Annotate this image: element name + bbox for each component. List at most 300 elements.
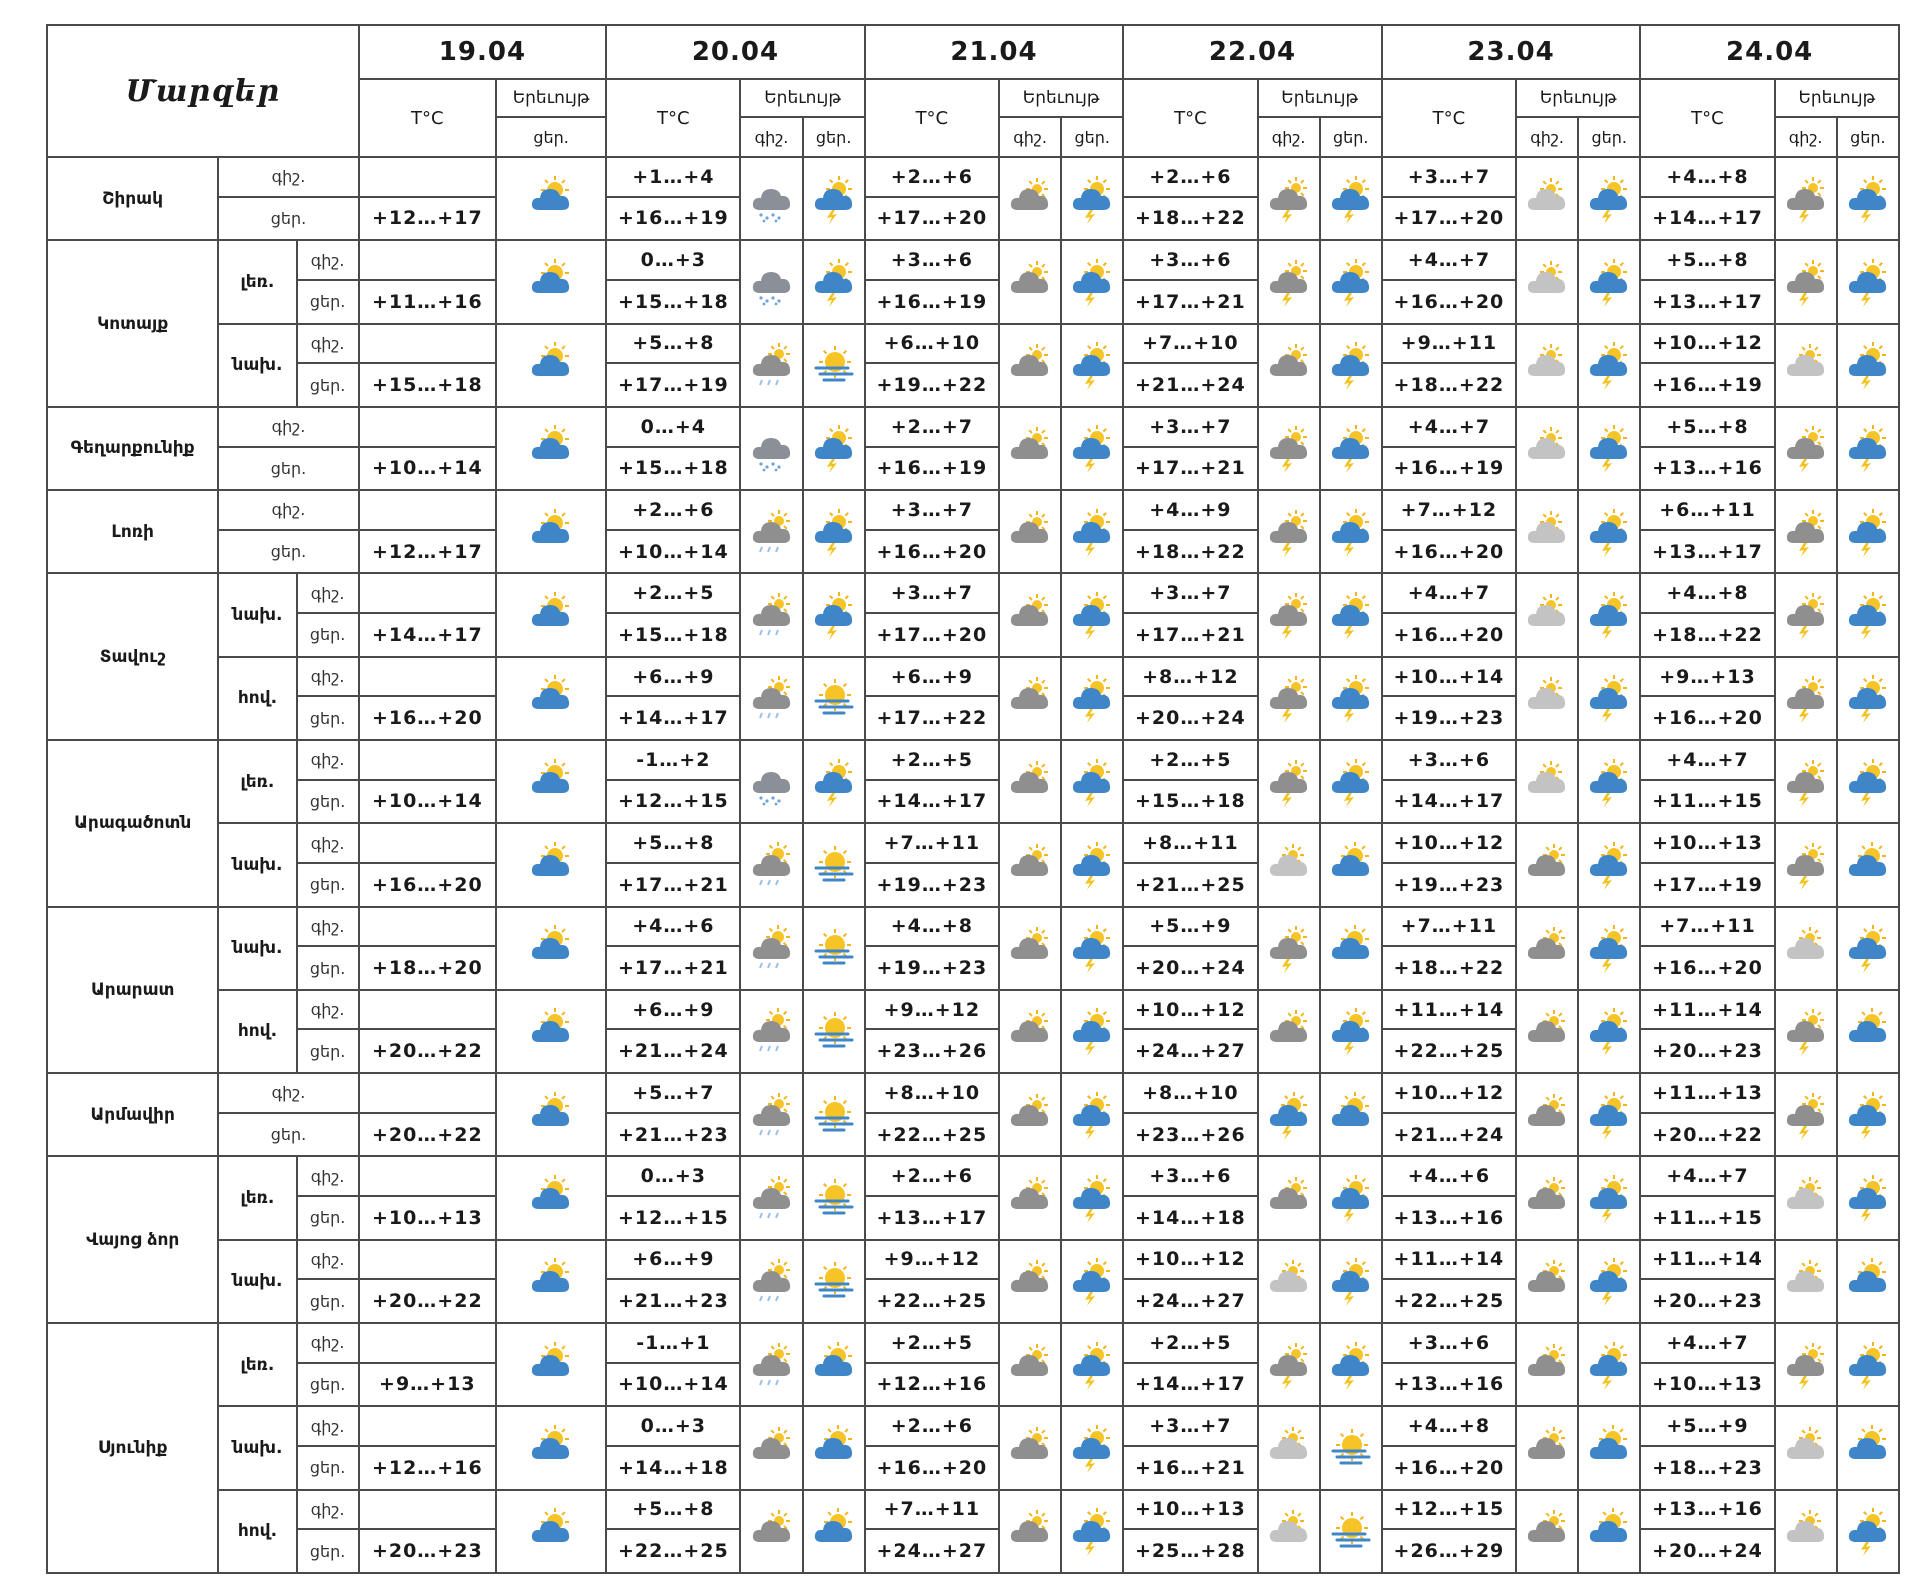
night-weather-cell (1258, 1490, 1320, 1574)
temp-cell: +4…+8 (1382, 1406, 1516, 1446)
cloud-icon (1004, 671, 1056, 725)
temp-cell: +19…+23 (865, 946, 999, 990)
zone-name: լեռ. (218, 1323, 296, 1406)
cloud-icon (1004, 1421, 1056, 1475)
sun-cloud-storm-icon (1066, 172, 1118, 226)
temp-19-04: +9…+13 (359, 1363, 496, 1407)
temp-cell: +16…+19 (606, 197, 740, 241)
temp-cell: +15…+18 (606, 280, 740, 324)
temp-19-04 (359, 573, 496, 613)
temp-cell: +17…+19 (1640, 863, 1774, 907)
temp-19-04 (359, 823, 496, 863)
temp-cell: +17…+20 (865, 197, 999, 241)
cloud-icon (746, 1421, 798, 1475)
temp-19-04: +18…+20 (359, 946, 496, 990)
regions-title: Մարզեր (47, 25, 359, 157)
sun-cloud-icon (525, 338, 577, 392)
day-weather-cell (1320, 823, 1382, 906)
region-name: Սյունիք (47, 1323, 218, 1573)
sun-cloud-storm-icon (1066, 838, 1118, 892)
temp-cell: +20…+23 (1640, 1279, 1774, 1323)
night-weather-cell (999, 240, 1061, 323)
date-header: 24.04 (1640, 25, 1899, 79)
day-weather-cell (1320, 157, 1382, 240)
table-body (47, 157, 1899, 1573)
temp-cell: +11…+13 (1640, 1073, 1774, 1113)
day-subheader: ցեր. (496, 117, 606, 157)
temp-cell: +2…+5 (606, 573, 740, 613)
night-weather-cell (1775, 657, 1837, 740)
day-weather-cell (1320, 907, 1382, 990)
sun-cloud-storm-icon (1325, 505, 1377, 559)
temp-cell: +16…+20 (1382, 1446, 1516, 1490)
time-of-day: ցեր. (297, 363, 359, 407)
temp-cell: +16…+19 (865, 280, 999, 324)
cloud-storm-icon (1263, 671, 1315, 725)
time-of-day: ցեր. (297, 1279, 359, 1323)
day-weather-cell (1061, 657, 1123, 740)
cloud-storm-icon (1263, 421, 1315, 475)
temp-cell: +12…+15 (606, 780, 740, 824)
time-of-day: ցեր. (297, 1529, 359, 1573)
temp-cell: +16…+19 (1640, 363, 1774, 407)
cloud-icon (1004, 588, 1056, 642)
temp-cell: +10…+12 (1123, 1240, 1257, 1280)
temp-19-04: +20…+22 (359, 1029, 496, 1073)
temp-header: T°C (359, 79, 496, 157)
sun-cloud-icon (525, 255, 577, 309)
night-weather-cell (999, 157, 1061, 240)
light-cloud-icon (1521, 338, 1573, 392)
night-weather-cell (1775, 1406, 1837, 1489)
region-name: Գեղարքունիք (47, 407, 218, 490)
temp-cell: +21…+24 (1382, 1113, 1516, 1157)
night-weather-cell (740, 823, 802, 906)
temp-header: T°C (1382, 79, 1516, 157)
cloud-storm-icon (1780, 755, 1832, 809)
temp-cell: +12…+15 (1382, 1490, 1516, 1530)
night-weather-cell (1516, 1490, 1578, 1574)
temp-19-04 (359, 1323, 496, 1363)
light-cloud-icon (1521, 588, 1573, 642)
temp-cell: +11…+14 (1640, 990, 1774, 1030)
sun-cloud-storm-icon (808, 421, 860, 475)
zone-name: նախ. (218, 1240, 296, 1323)
day-subheader: ցեր. (1320, 117, 1382, 157)
cloud-icon (1004, 172, 1056, 226)
temp-19-04 (359, 1490, 496, 1530)
time-of-day: ցեր. (218, 530, 358, 574)
sun-cloud-icon (525, 921, 577, 975)
night-weather-cell (999, 1240, 1061, 1323)
weather-cell (496, 990, 606, 1073)
cloud-rain-icon (746, 338, 798, 392)
cloud-icon (1521, 921, 1573, 975)
day-weather-cell (1320, 1240, 1382, 1323)
table-row (47, 324, 1899, 364)
cloud-icon (1004, 1088, 1056, 1142)
light-cloud-icon (1780, 1171, 1832, 1225)
sun-cloud-icon (525, 588, 577, 642)
time-of-day: գիշ. (297, 1240, 359, 1280)
day-weather-cell (1578, 573, 1640, 656)
temp-19-04: +16…+20 (359, 863, 496, 907)
temp-cell: +2…+6 (865, 1156, 999, 1196)
region-name: Արմավիր (47, 1073, 218, 1156)
time-of-day: գիշ. (297, 573, 359, 613)
weather-cell (496, 823, 606, 906)
night-weather-cell (740, 573, 802, 656)
time-of-day: ցեր. (218, 197, 358, 241)
temp-cell: +4…+8 (1640, 573, 1774, 613)
time-of-day: ցեր. (297, 946, 359, 990)
night-weather-cell (999, 1073, 1061, 1156)
temp-cell: +20…+24 (1640, 1529, 1774, 1573)
temp-cell: +17…+21 (606, 863, 740, 907)
temp-cell: +4…+7 (1640, 740, 1774, 780)
day-weather-cell (1837, 1406, 1899, 1489)
day-weather-cell (1061, 1323, 1123, 1406)
temp-cell: +4…+8 (1640, 157, 1774, 197)
temp-cell: +2…+6 (865, 1406, 999, 1446)
day-weather-cell (1837, 157, 1899, 240)
time-of-day: ցեր. (297, 280, 359, 324)
cloud-icon (1521, 1088, 1573, 1142)
sun-cloud-storm-icon (1325, 421, 1377, 475)
night-weather-cell (1516, 823, 1578, 906)
temp-cell: +10…+12 (1382, 823, 1516, 863)
night-weather-cell (1516, 1240, 1578, 1323)
night-weather-cell (999, 990, 1061, 1073)
sun-cloud-icon (525, 1504, 577, 1558)
day-weather-cell (1320, 1156, 1382, 1239)
cloud-rain-icon (746, 505, 798, 559)
sun-cloud-storm-icon (1066, 921, 1118, 975)
sun-cloud-rain-icon (746, 838, 798, 892)
sun-cloud-storm-icon (1842, 1504, 1894, 1558)
fog-icon (808, 921, 860, 975)
temp-cell: +24…+27 (1123, 1279, 1257, 1323)
time-of-day: գիշ. (218, 157, 358, 197)
time-of-day: ցեր. (297, 1363, 359, 1407)
temp-cell: +6…+11 (1640, 490, 1774, 530)
night-weather-cell (1258, 823, 1320, 906)
time-of-day: գիշ. (297, 990, 359, 1030)
day-weather-cell (1320, 1073, 1382, 1156)
table-row (47, 907, 1899, 947)
cloud-icon (1004, 505, 1056, 559)
cloud-storm-icon (1780, 588, 1832, 642)
day-weather-cell (803, 157, 865, 240)
night-weather-cell (999, 1323, 1061, 1406)
night-weather-cell (1258, 324, 1320, 407)
night-weather-cell (1516, 1323, 1578, 1406)
day-weather-cell (1061, 157, 1123, 240)
sun-cloud-storm-icon (1066, 1004, 1118, 1058)
night-weather-cell (999, 573, 1061, 656)
temp-cell: 0…+3 (606, 240, 740, 280)
temp-cell: +10…+14 (606, 1363, 740, 1407)
day-weather-cell (1061, 990, 1123, 1073)
temp-cell: +8…+10 (1123, 1073, 1257, 1113)
day-weather-cell (1320, 1323, 1382, 1406)
temp-cell: +16…+20 (1640, 946, 1774, 990)
day-weather-cell (1578, 1240, 1640, 1323)
temp-cell: +8…+12 (1123, 657, 1257, 697)
day-weather-cell (803, 1073, 865, 1156)
sun-cloud-icon (525, 755, 577, 809)
temp-cell: +16…+20 (1382, 613, 1516, 657)
night-weather-cell (1258, 740, 1320, 823)
region-name: Վայոց ձոր (47, 1156, 218, 1323)
cloud-storm-icon (1780, 671, 1832, 725)
temp-cell: +7…+12 (1382, 490, 1516, 530)
temp-cell: +18…+22 (1640, 613, 1774, 657)
cloud-storm-icon (1780, 1088, 1832, 1142)
day-weather-cell (1578, 657, 1640, 740)
temp-cell: +15…+18 (606, 613, 740, 657)
temp-cell: +14…+17 (1382, 780, 1516, 824)
day-weather-cell (803, 407, 865, 490)
day-weather-cell (1578, 157, 1640, 240)
time-of-day: ցեր. (297, 863, 359, 907)
date-header: 19.04 (359, 25, 607, 79)
temp-cell: +3…+6 (865, 240, 999, 280)
light-cloud-icon (1521, 755, 1573, 809)
time-of-day: ցեր. (297, 1446, 359, 1490)
temp-cell: +19…+23 (865, 863, 999, 907)
night-weather-cell (1516, 990, 1578, 1073)
sun-cloud-storm-icon (1066, 338, 1118, 392)
cloud-rain-icon (746, 671, 798, 725)
zone-name: նախ. (218, 1406, 296, 1489)
date-header: 22.04 (1123, 25, 1382, 79)
light-cloud-icon (1521, 505, 1573, 559)
temp-cell: +20…+23 (1640, 1029, 1774, 1073)
day-weather-cell (1837, 240, 1899, 323)
temp-cell: +2…+5 (865, 740, 999, 780)
night-weather-cell (1516, 157, 1578, 240)
time-of-day: գիշ. (297, 740, 359, 780)
table-row (47, 157, 1899, 197)
night-weather-cell (1258, 240, 1320, 323)
night-weather-cell (740, 1323, 802, 1406)
temp-19-04 (359, 1156, 496, 1196)
night-weather-cell (1516, 324, 1578, 407)
night-weather-cell (999, 324, 1061, 407)
night-weather-cell (1258, 990, 1320, 1073)
temp-cell: +11…+15 (1640, 1196, 1774, 1240)
night-weather-cell (740, 1490, 802, 1574)
temp-cell: +5…+8 (1640, 240, 1774, 280)
temp-cell: +10…+12 (1640, 324, 1774, 364)
day-weather-cell (1578, 823, 1640, 906)
temp-19-04 (359, 1240, 496, 1280)
sun-cloud-storm-icon (1583, 1254, 1635, 1308)
table-row (47, 407, 1899, 447)
cloud-rain-snow-icon (746, 421, 798, 475)
cloud-storm-icon (1263, 505, 1315, 559)
zone-name: նախ. (218, 823, 296, 906)
phenomenon-header: Երեւույթ (1258, 79, 1382, 117)
cloud-rain-icon (746, 1338, 798, 1392)
temp-cell: +25…+28 (1123, 1529, 1257, 1573)
table-row (47, 657, 1899, 697)
table-row (47, 490, 1899, 530)
weather-cell (496, 1156, 606, 1239)
day-weather-cell (1320, 990, 1382, 1073)
temp-cell: +18…+22 (1382, 946, 1516, 990)
cloud-rain-icon (746, 1254, 798, 1308)
sun-cloud-storm-icon (1842, 755, 1894, 809)
sun-cloud-storm-icon (808, 588, 860, 642)
time-of-day: գիշ. (218, 490, 358, 530)
phenomenon-header: Երեւույթ (999, 79, 1123, 117)
day-weather-cell (803, 823, 865, 906)
sun-cloud-storm-icon (1842, 1171, 1894, 1225)
time-of-day: ցեր. (297, 780, 359, 824)
sun-cloud-storm-icon (1842, 505, 1894, 559)
temp-cell: +21…+24 (606, 1029, 740, 1073)
temp-19-04 (359, 907, 496, 947)
night-weather-cell (1258, 1406, 1320, 1489)
temp-cell: +5…+8 (606, 1490, 740, 1530)
cloud-storm-icon (1263, 921, 1315, 975)
night-weather-cell (1258, 1156, 1320, 1239)
zone-name: նախ. (218, 573, 296, 656)
night-weather-cell (999, 823, 1061, 906)
sun-cloud-icon (1325, 838, 1377, 892)
sun-cloud-storm-icon (1842, 172, 1894, 226)
weather-cell (496, 1073, 606, 1156)
sun-cloud-storm-icon (1583, 588, 1635, 642)
temp-19-04: +12…+16 (359, 1446, 496, 1490)
temp-cell: +7…+11 (1382, 907, 1516, 947)
temp-header: T°C (1123, 79, 1257, 157)
temp-19-04: +15…+18 (359, 363, 496, 407)
night-weather-cell (999, 407, 1061, 490)
time-of-day: ցեր. (218, 1113, 358, 1157)
temp-cell: +15…+18 (606, 447, 740, 491)
temp-cell: +2…+6 (865, 157, 999, 197)
temp-cell: +17…+21 (1123, 447, 1257, 491)
temp-cell: +13…+17 (1640, 280, 1774, 324)
day-weather-cell (1578, 1406, 1640, 1489)
light-cloud-icon (1780, 1254, 1832, 1308)
temp-19-04: +14…+17 (359, 613, 496, 657)
temp-cell: +3…+7 (1382, 157, 1516, 197)
temp-cell: +6…+9 (606, 1240, 740, 1280)
temp-cell: +26…+29 (1382, 1529, 1516, 1573)
time-of-day: գիշ. (297, 657, 359, 697)
temp-cell: +8…+11 (1123, 823, 1257, 863)
table-row (47, 1156, 1899, 1196)
temp-cell: +14…+18 (1123, 1196, 1257, 1240)
night-weather-cell (740, 1073, 802, 1156)
night-weather-cell (1258, 1073, 1320, 1156)
night-weather-cell (1516, 1073, 1578, 1156)
fog-icon (808, 1004, 860, 1058)
temp-19-04 (359, 490, 496, 530)
weather-cell (496, 407, 606, 490)
temp-cell: +5…+7 (606, 1073, 740, 1113)
temp-cell: +12…+16 (865, 1363, 999, 1407)
time-of-day: ցեր. (297, 613, 359, 657)
temp-cell: +24…+27 (1123, 1029, 1257, 1073)
zone-name: նախ. (218, 907, 296, 990)
time-of-day: գիշ. (297, 1406, 359, 1446)
day-weather-cell (1061, 740, 1123, 823)
night-weather-cell (1775, 1156, 1837, 1239)
temp-cell: +15…+18 (1123, 780, 1257, 824)
temp-cell: +18…+22 (1382, 363, 1516, 407)
temp-cell: +21…+24 (1123, 363, 1257, 407)
sun-cloud-storm-icon (1583, 338, 1635, 392)
sun-cloud-icon (1842, 1004, 1894, 1058)
temp-cell: +18…+23 (1640, 1446, 1774, 1490)
day-weather-cell (1837, 573, 1899, 656)
temp-cell: +11…+14 (1382, 1240, 1516, 1280)
time-of-day: ցեր. (297, 1196, 359, 1240)
day-weather-cell (1837, 407, 1899, 490)
night-weather-cell (740, 157, 802, 240)
sun-cloud-storm-icon (808, 505, 860, 559)
temp-cell: +14…+17 (1123, 1363, 1257, 1407)
night-weather-cell (1775, 1490, 1837, 1574)
day-weather-cell (803, 1490, 865, 1574)
cloud-icon (1521, 1171, 1573, 1225)
temp-cell: +3…+7 (1123, 573, 1257, 613)
sun-cloud-icon (525, 1088, 577, 1142)
cloud-icon (1004, 838, 1056, 892)
time-of-day: ցեր. (218, 447, 358, 491)
sun-cloud-storm-icon (1583, 255, 1635, 309)
day-weather-cell (1837, 657, 1899, 740)
temp-cell: +17…+20 (865, 613, 999, 657)
sun-cloud-storm-icon (1583, 172, 1635, 226)
sun-cloud-storm-icon (1325, 671, 1377, 725)
night-weather-cell (740, 907, 802, 990)
temp-cell: +13…+16 (1382, 1363, 1516, 1407)
cloud-rain-snow-icon (746, 755, 798, 809)
temp-cell: 0…+4 (606, 407, 740, 447)
cloud-icon (1004, 255, 1056, 309)
night-weather-cell (1516, 1406, 1578, 1489)
light-cloud-icon (1780, 1504, 1832, 1558)
night-weather-cell (740, 490, 802, 573)
day-weather-cell (1837, 1156, 1899, 1239)
sun-cloud-storm-icon (808, 255, 860, 309)
temp-cell: +17…+19 (606, 363, 740, 407)
temp-19-04: +10…+14 (359, 447, 496, 491)
day-weather-cell (1837, 324, 1899, 407)
day-weather-cell (1061, 1406, 1123, 1489)
night-weather-cell (999, 490, 1061, 573)
sun-cloud-icon (525, 1421, 577, 1475)
temp-cell: +7…+11 (1640, 907, 1774, 947)
temp-cell: +22…+25 (606, 1529, 740, 1573)
temp-cell: +14…+18 (606, 1446, 740, 1490)
day-weather-cell (1837, 1323, 1899, 1406)
day-weather-cell (1578, 1490, 1640, 1574)
day-weather-cell (1837, 1240, 1899, 1323)
sun-cloud-icon (525, 838, 577, 892)
day-weather-cell (1061, 573, 1123, 656)
temp-19-04: +12…+17 (359, 530, 496, 574)
temp-cell: +13…+16 (1640, 447, 1774, 491)
day-weather-cell (1320, 407, 1382, 490)
time-of-day: գիշ. (297, 324, 359, 364)
